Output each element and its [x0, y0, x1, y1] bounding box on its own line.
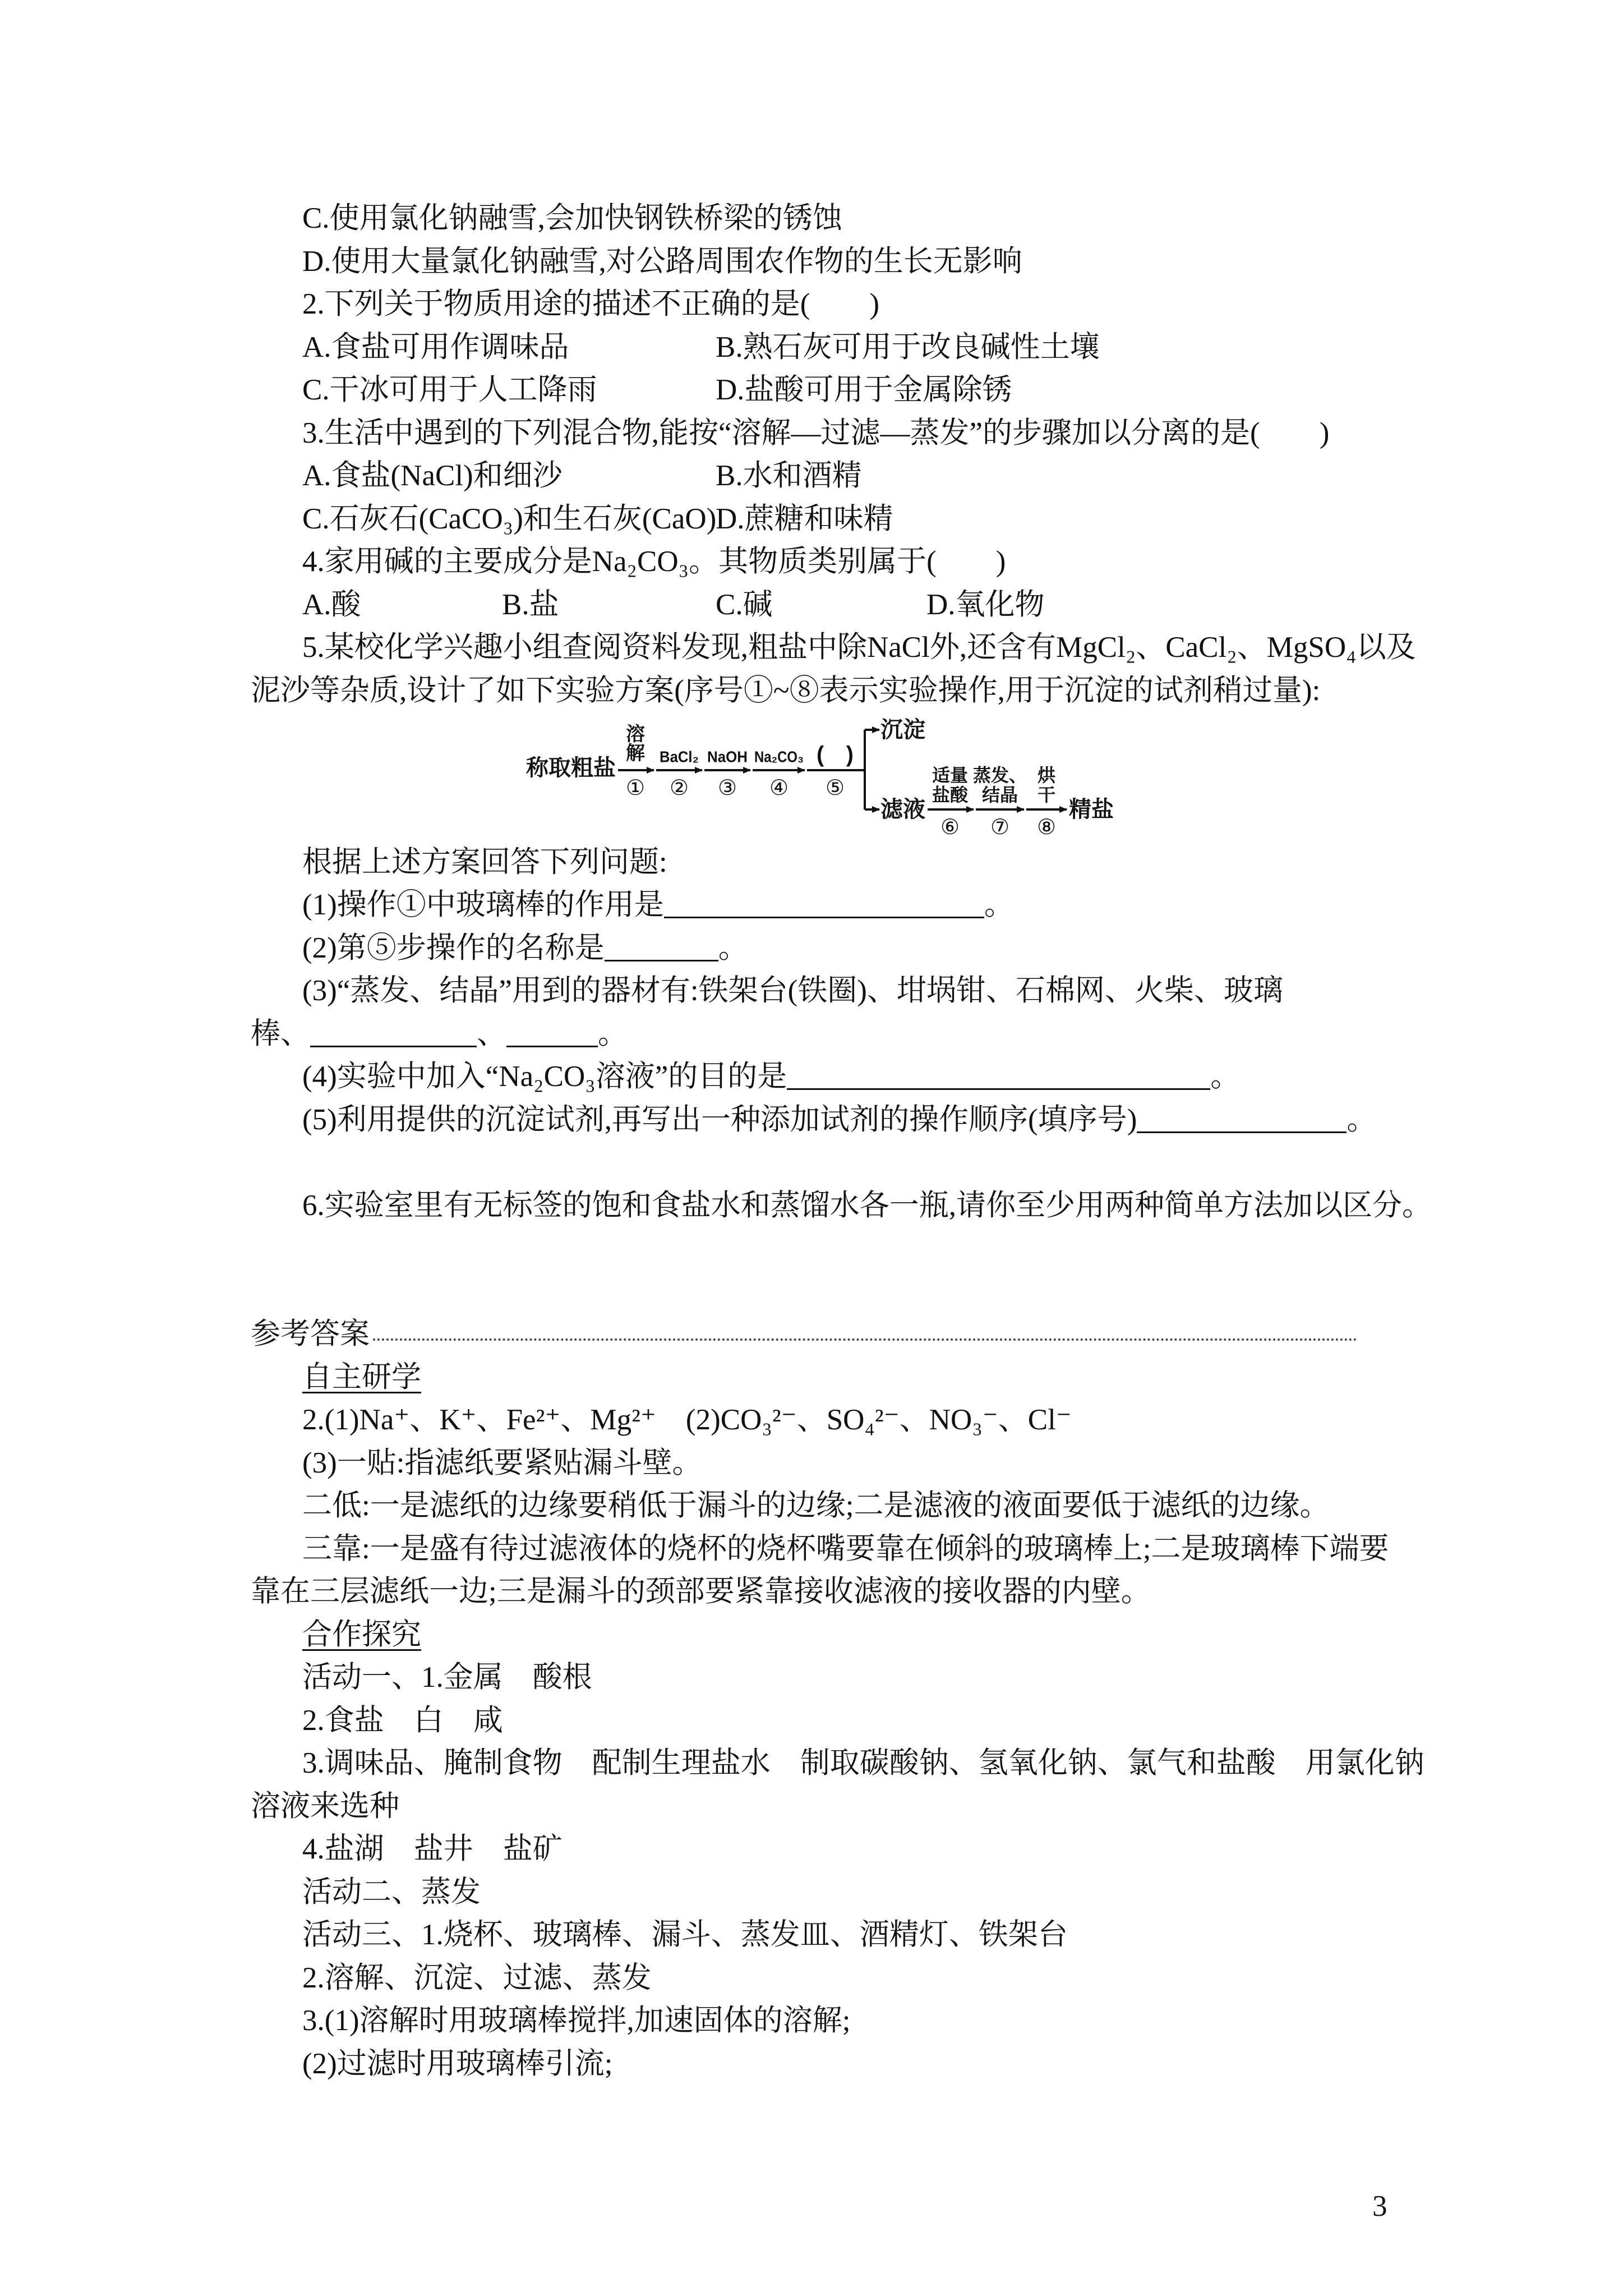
q5-sub-1-end: 。 — [984, 889, 1014, 921]
q2-stem: 2.下列关于物质用途的描述不正确的是( ) — [302, 288, 880, 320]
branch-precipitate-label: 沉淀 — [880, 717, 925, 742]
cooperative-line-8: 2.溶解、沉淀、过滤、蒸发 — [302, 1961, 652, 1994]
q5-sub-5 — [251, 1098, 1389, 1142]
q2-option-c: C.干冰可用于人工降雨 — [302, 374, 597, 406]
step-5-label: ( ) — [817, 742, 854, 767]
step-6-label-line-1: 适量 — [932, 765, 968, 785]
q5-sub-2-end: 。 — [718, 931, 748, 964]
cooperative-line-3: 3.调味品、腌制食物 配制生理盐水 制取碳酸钠、氢氧化钠、氯气和盐酸 用氯化钠 — [302, 1747, 1424, 1779]
q5-sub-4 — [251, 1055, 1389, 1098]
self-study-line-2: (3)一贴:指滤纸要紧贴漏斗壁。 — [302, 1446, 702, 1479]
step-6-number: ⑥ — [940, 815, 960, 839]
self-study-heading: 自主研学 — [302, 1360, 421, 1393]
blank-line — [251, 1270, 1389, 1313]
step-7-number: ⑦ — [990, 815, 1010, 839]
flowchart-end-label: 精盐 — [1069, 797, 1114, 822]
self-study-line-5: 靠在三层滤纸一边;三是漏斗的颈部要紧靠接收滤液的接收器的内壁。 — [251, 1575, 1151, 1608]
q3-option-a: A.食盐(NaCl)和细沙 — [302, 459, 562, 492]
cooperative-line-2: 2.食盐 白 咸 — [302, 1704, 503, 1737]
cooperative-heading-row — [251, 1613, 1389, 1657]
answer-blank-4 — [787, 1060, 1210, 1090]
q4-option-d: D.氧化物 — [926, 588, 1045, 621]
blank-line — [251, 1141, 1389, 1184]
answer-key-heading-row — [251, 1313, 1389, 1356]
q1-option-d: D.使用大量氯化钠融雪,对公路周围农作物的生长无影响 — [302, 245, 1022, 278]
branch-filtrate-label: 滤液 — [880, 797, 925, 822]
self-study-line-4: 三靠:一是盛有待过滤液体的烧杯的烧杯嘴要靠在倾斜的玻璃棒上;二是玻璃棒下端要 — [302, 1532, 1389, 1565]
page-content — [251, 197, 1432, 2085]
q2-option-a: A.食盐可用作调味品 — [302, 330, 569, 364]
q2-options-row-1 — [251, 326, 1389, 369]
q6-stem: 6.实验室里有无标签的饱和食盐水和蒸馏水各一瓶,请你至少用两种简单方法加以区分。 — [302, 1189, 1432, 1222]
q1-option-c: C.使用氯化钠融雪,会加快钢铁桥梁的锈蚀 — [302, 202, 842, 234]
step-1-label-line-2: 解 — [626, 743, 645, 764]
q3-option-c: C.石灰石(CaCO₃)和生石灰(CaO) — [302, 502, 717, 535]
flowchart-start-label: 称取粗盐 — [526, 756, 616, 780]
q2-option-b: B.熟石灰可用于改良碱性土壤 — [716, 330, 1100, 364]
cooperative-line-6: 活动二、蒸发 — [302, 1875, 481, 1908]
answer-blank-1 — [664, 889, 984, 918]
cooperative-line-5: 4.盐湖 盐井 盐矿 — [302, 1833, 562, 1865]
q4-stem: 4.家用碱的主要成分是Na₂CO₃。其物质类别属于( ) — [302, 545, 1006, 578]
step-6-label-line-2: 盐酸 — [932, 785, 969, 805]
q5-sub-1 — [251, 884, 1389, 927]
q3-options-row-2 — [251, 498, 1389, 541]
answer-blank-2 — [605, 932, 718, 961]
answer-blank-3a — [310, 1018, 477, 1047]
step-5-number: ⑤ — [825, 775, 845, 800]
step-1-number: ① — [625, 775, 645, 800]
answer-blank-3b — [506, 1018, 598, 1047]
step-8-label-line-2: 干 — [1037, 785, 1056, 805]
q5-sub-1-text: (1)操作①中玻璃棒的作用是 — [302, 889, 664, 921]
step-2-label: BaCl₂ — [660, 748, 699, 766]
page-number: 3 — [1372, 2190, 1387, 2223]
q5-sub-2-text: (2)第⑤步操作的名称是 — [302, 931, 605, 964]
step-2-number: ② — [669, 775, 689, 800]
step-7-label-line-2: 结晶 — [982, 785, 1018, 805]
step-4-number: ④ — [769, 775, 789, 800]
step-3-label: NaOH — [707, 748, 748, 766]
q5-sub-3-end: 。 — [598, 1017, 628, 1050]
q4-option-a: A.酸 — [302, 588, 361, 621]
q2-option-d: D.盐酸可用于金属除锈 — [716, 374, 1012, 406]
q2-options-row-2 — [251, 369, 1389, 412]
q5-sub-4-text: (4)实验中加入“Na₂CO₃溶液”的目的是 — [302, 1060, 787, 1093]
q3-stem: 3.生活中遇到的下列混合物,能按“溶解—过滤—蒸发”的步骤加以分离的是( ) — [302, 416, 1330, 449]
cooperative-line-4: 溶液来选种 — [251, 1789, 399, 1823]
q5-sub-3-separator: 、 — [477, 1017, 506, 1050]
step-8-label-line-1: 烘 — [1037, 765, 1056, 785]
flowchart-graphic — [522, 712, 1122, 840]
q4-option-b: B.盐 — [502, 588, 559, 621]
q4-options-row — [251, 583, 1389, 627]
q5-prompt: 根据上述方案回答下列问题: — [302, 845, 667, 878]
step-1-label-line-1: 溶 — [626, 724, 645, 745]
cooperative-line-7: 活动三、1.烧杯、玻璃棒、漏斗、蒸发皿、酒精灯、铁架台 — [302, 1918, 1068, 1951]
blank-line — [251, 1227, 1389, 1270]
q3-options-row-1 — [251, 454, 1389, 498]
q5-stem-line-2: 泥沙等杂质,设计了如下实验方案(序号①~⑧表示实验操作,用于沉淀的试剂稍过量): — [251, 674, 1321, 707]
q5-sub-4-end: 。 — [1210, 1060, 1241, 1093]
cooperative-line-1: 活动一、1.金属 酸根 — [302, 1661, 592, 1694]
q5-sub-5-text: (5)利用提供的沉淀试剂,再写出一种添加试剂的操作顺序(填序号) — [302, 1103, 1137, 1136]
q3-option-d: D.蔗糖和味精 — [716, 502, 893, 535]
self-study-line-3: 二低:一是滤纸的边缘要稍低于漏斗的边缘;二是滤液的液面要低于滤纸的边缘。 — [302, 1489, 1330, 1522]
q5-sub-3-line-2 — [251, 1013, 1389, 1056]
step-7-label-line-1: 蒸发、 — [973, 765, 1027, 785]
self-study-heading-row — [251, 1356, 1389, 1399]
cooperative-line-9: 3.(1)溶解时用玻璃棒搅拌,加速固体的溶解; — [302, 2004, 851, 2037]
self-study-line-1: 2.(1)Na⁺、K⁺、Fe²⁺、Mg²⁺ (2)CO₃²⁻、SO₄²⁻、NO₃⁻、Cl⁻ — [302, 1404, 1072, 1436]
q4-option-c: C.碱 — [716, 588, 773, 621]
q5-sub-2 — [251, 927, 1389, 970]
answer-key-heading: 参考答案 — [251, 1318, 370, 1350]
answer-blank-5 — [1137, 1103, 1347, 1133]
step-3-number: ③ — [717, 775, 737, 800]
step-4-label: Na₂CO₃ — [754, 748, 804, 766]
q5-sub-3-line-1: (3)“蒸发、结晶”用到的器材有:铁架台(铁圈)、坩埚钳、石棉网、火柴、玻璃 — [302, 974, 1283, 1007]
cooperative-heading: 合作探究 — [302, 1618, 421, 1651]
cooperative-line-10: (2)过滤时用玻璃棒引流; — [302, 2047, 613, 2080]
dotted-leader — [373, 1338, 1357, 1341]
experiment-flowchart — [251, 712, 1389, 841]
q5-sub-3-line-2-start: 棒、 — [251, 1017, 310, 1050]
q5-sub-5-end: 。 — [1347, 1103, 1377, 1136]
q3-option-b: B.水和酒精 — [716, 459, 862, 492]
q5-stem-line-1: 5.某校化学兴趣小组查阅资料发现,粗盐中除NaCl外,还含有MgCl₂、CaCl₂、MgSO₄以及 — [302, 631, 1416, 664]
step-8-number: ⑧ — [1036, 815, 1057, 839]
